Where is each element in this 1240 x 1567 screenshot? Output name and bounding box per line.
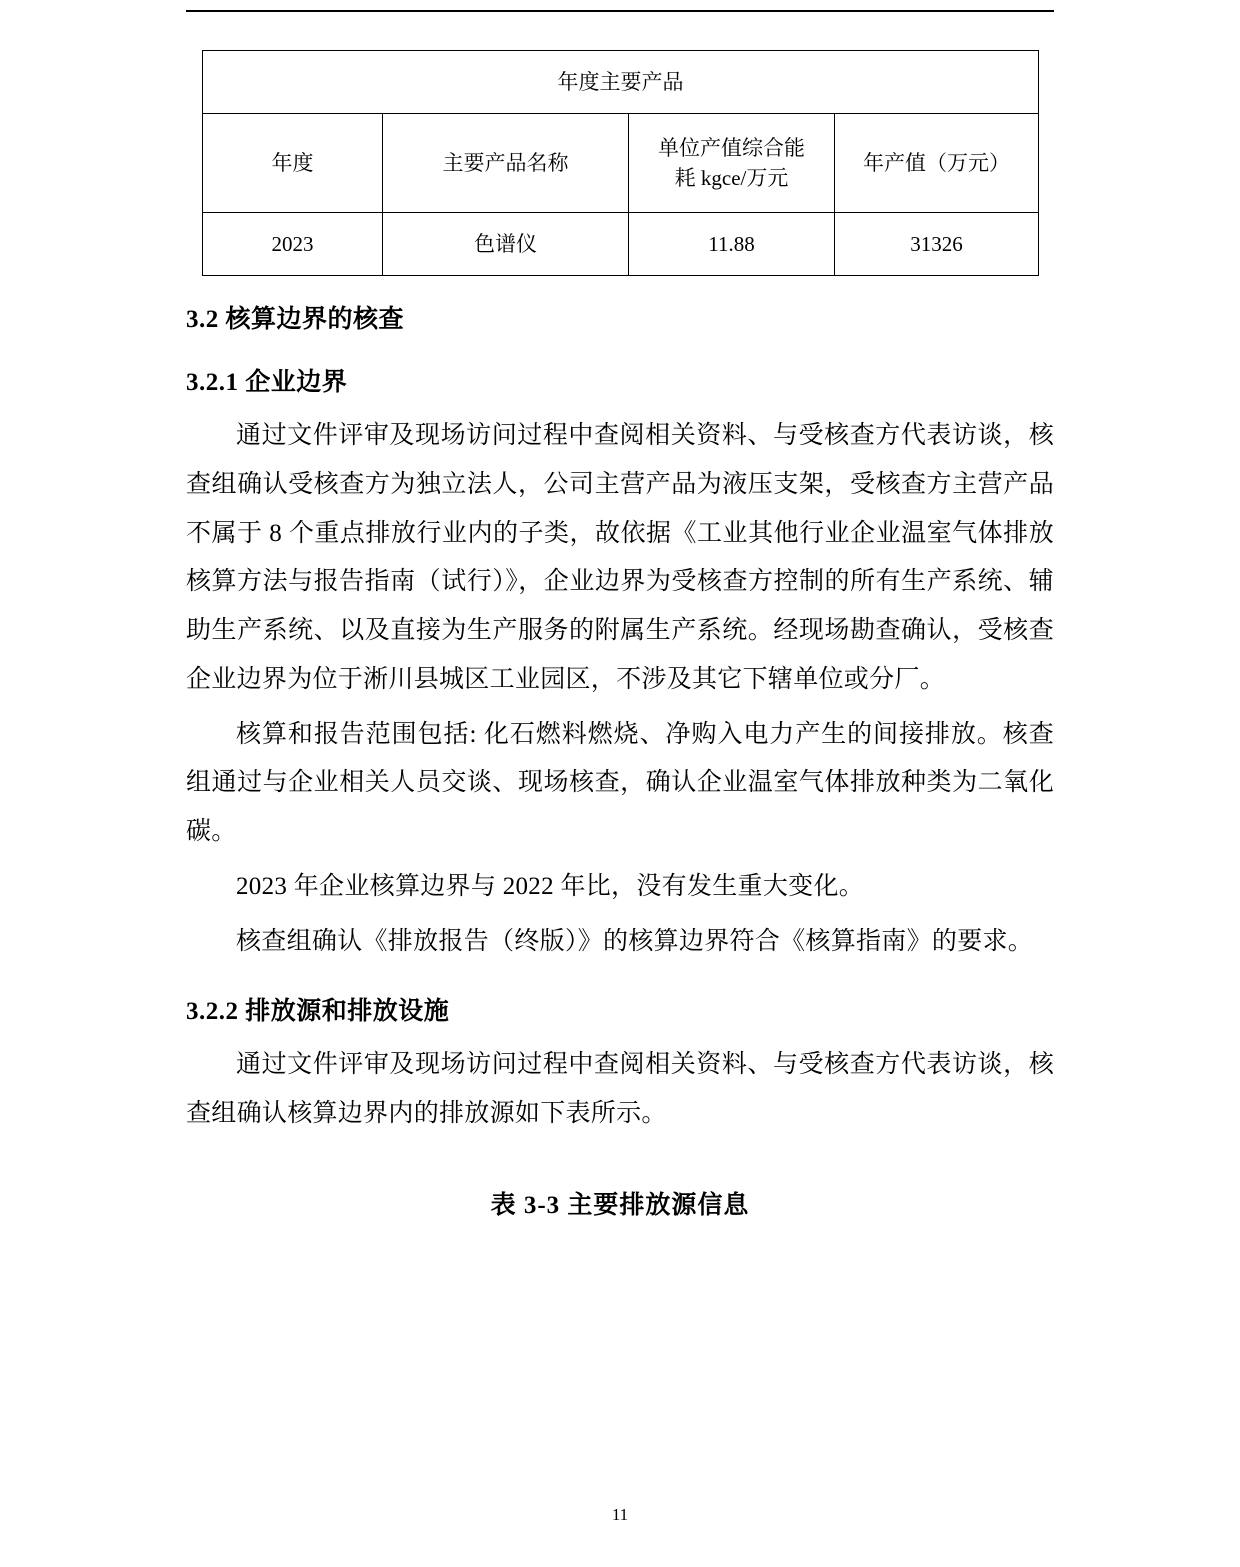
column-header-year: 年度: [203, 114, 383, 213]
column-header-energy-line2: 耗 kgce/万元: [674, 166, 789, 190]
section-heading-3-2: 3.2 核算边界的核查: [186, 306, 405, 333]
paragraph-enterprise-boundary-4: 核查组确认《排放报告（终版）》的核算边界符合《核算指南》的要求。: [236, 927, 1034, 955]
column-header-output: 年产值（万元）: [835, 114, 1039, 213]
subsection-heading-3-2-2: 3.2.2 排放源和排放设施: [186, 998, 450, 1026]
table-title-cell: 年度主要产品: [203, 51, 1039, 114]
header-rule: [186, 10, 1054, 12]
column-header-product: 主要产品名称: [383, 114, 629, 213]
column-header-energy: [629, 114, 835, 213]
page-number: 11: [611, 1505, 629, 1524]
paragraph-enterprise-boundary-2: 核算和报告范围包括: 化石燃料燃烧、净购入电力产生的间接排放。核查组通过与企业相关人员交谈、现场核查，确认企业温室气体排放种类为二氧化碳。: [186, 720, 1054, 845]
table-caption-3-3: 表 3-3 主要排放源信息: [490, 1191, 750, 1219]
column-header-energy-line1: 单位产值综合能: [658, 135, 805, 160]
table-row: [203, 213, 1039, 276]
table-header-row: [203, 114, 1039, 213]
paragraph-enterprise-boundary-1: 通过文件评审及现场访问过程中查阅相关资料、与受核查方代表访谈，核查组确认受核查方为独立法人，公司主营产品为液压支架，受核查方主营产品不属于 8 个重点排放行业内的子类，故依据《工业其他行业企业温室气体排放核算方法与报告指南（试行）》，企业边界为受核查方控制的所有生产系统、辅助生产系统、以及直接为生产服务的附属生产系统。经现场勘查确认，受核查企业边界为位于淅川县城区工业园区，不涉及其它下辖单位或分厂。: [186, 422, 1054, 693]
cell-product: 色谱仪: [383, 213, 629, 276]
paragraph-emission-sources-1: 通过文件评审及现场访问过程中查阅相关资料、与受核查方代表访谈，核查组确认核算边界内的排放源如下表所示。: [186, 1051, 1054, 1127]
cell-output: 31326: [835, 213, 1039, 276]
cell-energy: 11.88: [629, 213, 835, 276]
annual-products-table: [202, 50, 1039, 276]
subsection-heading-3-2-1: 3.2.1 企业边界: [186, 369, 348, 396]
page-content: [186, 50, 1054, 1221]
cell-year: 2023: [203, 213, 383, 276]
table-row: [203, 51, 1039, 114]
paragraph-enterprise-boundary-3: 2023 年企业核算边界与 2022 年比，没有发生重大变化。: [236, 872, 865, 900]
